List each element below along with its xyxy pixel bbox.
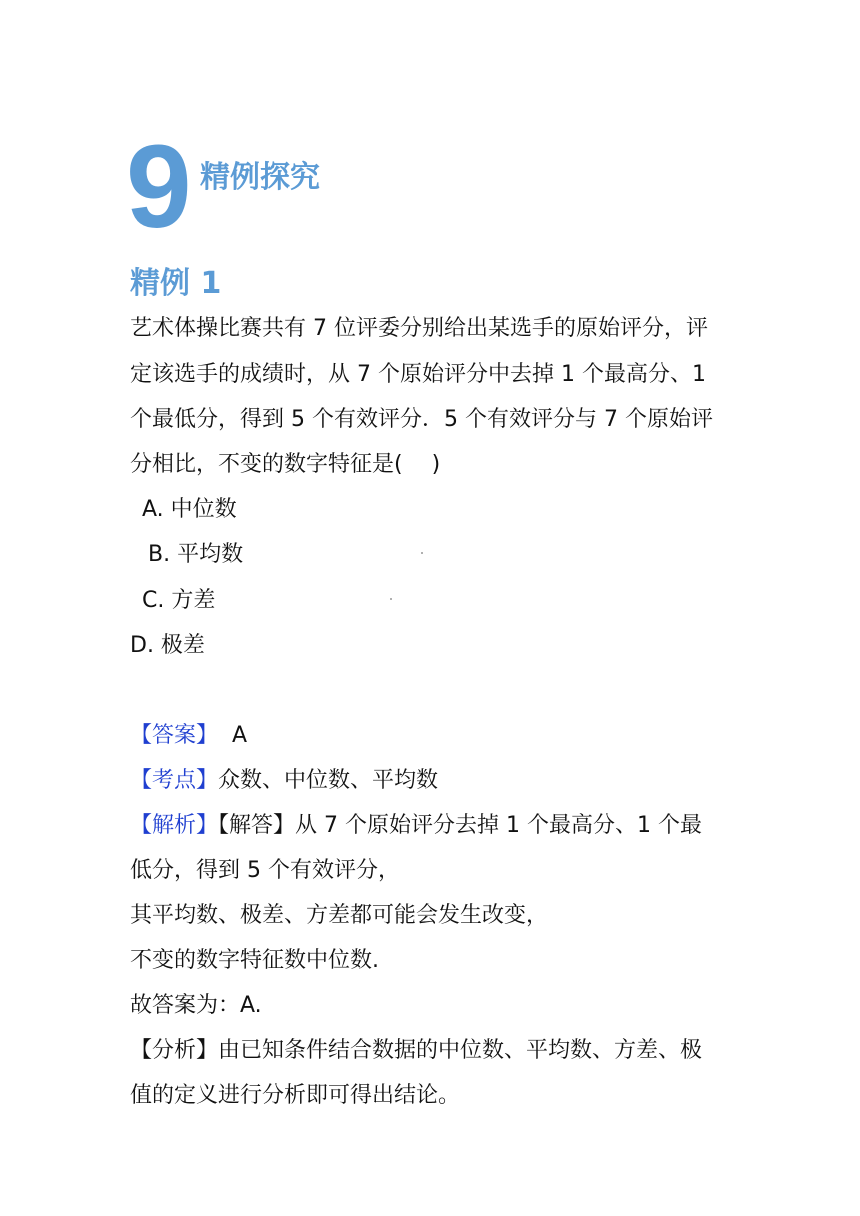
point-row — [130, 766, 438, 796]
point-tag: 【考点】 — [130, 768, 219, 793]
analysis-row — [130, 811, 702, 841]
analysis-line: 【解答】从 7 个原始评分去掉 1 个最高分、1 个最 — [218, 813, 702, 838]
option-b: B. 平均数 — [148, 542, 244, 567]
analysis-line: 其平均数、极差、方差都可能会发生改变， — [130, 903, 549, 928]
analysis-line: 故答案为：A. — [130, 993, 262, 1018]
question-line: 个最低分，得到 5 个有效评分．5 个有效评分与 7 个原始评 — [130, 407, 713, 432]
analysis-line: 低分，得到 5 个有效评分， — [130, 858, 400, 883]
option-c: C. 方差 — [142, 588, 216, 613]
point-value: 众数、中位数、平均数 — [218, 768, 439, 793]
speck-mark — [421, 552, 423, 554]
example-title: 精例 1 — [130, 266, 222, 301]
question-line: 定该选手的成绩时，从 7 个原始评分中去掉 1 个最高分、1 — [130, 362, 706, 387]
summary-line: 【分析】由已知条件结合数据的中位数、平均数、方差、极 — [130, 1038, 703, 1063]
summary-line: 值的定义进行分析即可得出结论。 — [130, 1083, 461, 1108]
analysis-tag: 【解析】 — [130, 813, 219, 838]
option-a: A. 中位数 — [142, 497, 237, 522]
analysis-line: 不变的数字特征数中位数. — [130, 948, 379, 973]
option-d: D. 极差 — [130, 633, 205, 658]
answer-row — [130, 721, 247, 751]
answer-value: A — [232, 723, 248, 748]
question-line: 艺术体操比赛共有 7 位评委分别给出某选手的原始评分，评 — [130, 316, 708, 341]
answer-tag: 【答案】 — [130, 723, 219, 748]
speck-mark — [390, 598, 392, 600]
section-number: 9 — [126, 121, 192, 253]
section-title: 精例探究 — [200, 160, 320, 195]
question-line: 分相比，不变的数字特征是( ) — [130, 452, 441, 477]
